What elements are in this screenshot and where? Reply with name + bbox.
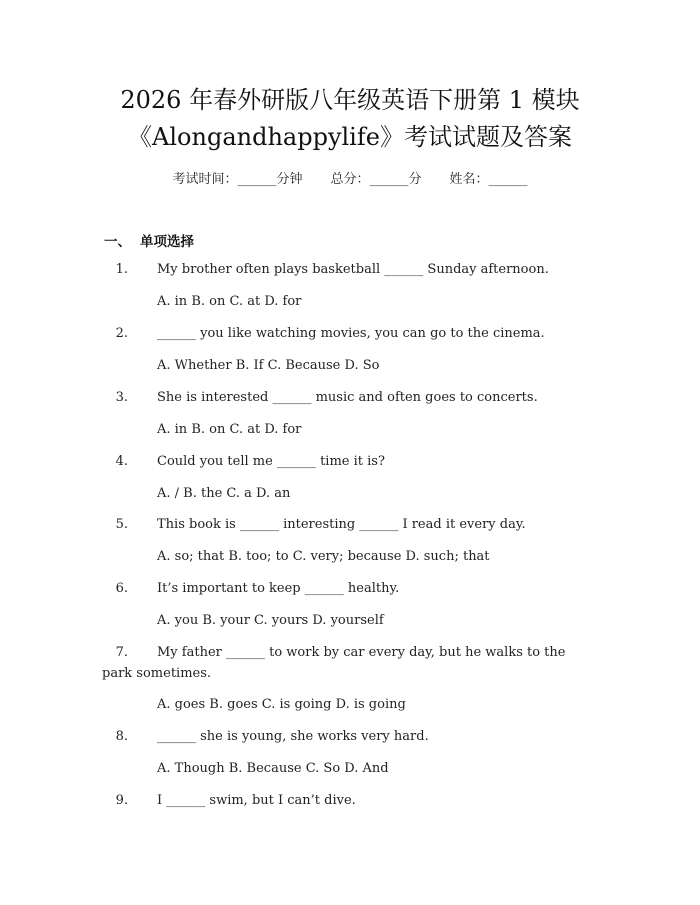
question-number: 5. — [115, 517, 128, 532]
question-2 — [102, 323, 592, 344]
question-8 — [102, 726, 592, 747]
question-text: ______ she is young, she works very hard. — [157, 729, 429, 744]
question-4-options: A. / B. the C. a D. an — [157, 486, 291, 501]
question-1 — [102, 259, 592, 280]
exam-title-line-1: 2026 年春外研版八年级英语下册第 1 模块 — [120, 86, 580, 114]
question-3-options: A. in B. on C. at D. for — [157, 422, 302, 437]
question-2-options: A. Whether B. If C. Because D. So — [157, 358, 380, 373]
section-title: 单项选择 — [140, 234, 194, 250]
question-text: My brother often plays basketball ______ Sunday afternoon. — [157, 262, 549, 277]
question-number: 3. — [115, 390, 128, 405]
question-number: 9. — [115, 793, 128, 808]
question-6-options: A. you B. your C. yours D. yourself — [157, 613, 384, 628]
question-text: ______ you like watching movies, you can go to the cinema. — [157, 326, 545, 341]
section-number: 一、 — [104, 234, 131, 250]
question-number: 4. — [115, 454, 128, 469]
question-4 — [102, 451, 592, 472]
exam-meta — [0, 168, 700, 187]
question-8-options: A. Though B. Because C. So D. And — [157, 761, 389, 776]
question-text: Could you tell me ______ time it is? — [157, 454, 385, 469]
exam-title-line-2: 《Alongandhappylife》考试试题及答案 — [128, 123, 572, 151]
question-9 — [102, 790, 592, 811]
question-number: 2. — [115, 326, 128, 341]
question-text: It’s important to keep ______ healthy. — [157, 581, 400, 596]
question-number: 7. — [115, 645, 128, 660]
question-5 — [102, 514, 592, 535]
question-5-options: A. so; that B. too; to C. very; because D. such; that — [157, 549, 490, 564]
question-text: I ______ swim, but I can’t dive. — [157, 793, 356, 808]
question-text: She is interested ______ music and often goes to concerts. — [157, 390, 538, 405]
exam-score: 总分：______分 — [330, 172, 422, 187]
question-number: 6. — [115, 581, 128, 596]
question-text: My father ______ to work by car every day, but he walks to the park sometimes. — [102, 645, 566, 681]
question-7 — [102, 642, 592, 684]
question-1-options: A. in B. on C. at D. for — [157, 294, 302, 309]
question-number: 8. — [115, 729, 128, 744]
exam-name: 姓名：______ — [449, 172, 528, 187]
question-number: 1. — [115, 262, 128, 277]
exam-time: 考试时间：______分钟 — [172, 172, 303, 187]
question-7-options: A. goes B. goes C. is going D. is going — [157, 697, 406, 712]
section-heading — [104, 230, 194, 250]
question-text: This book is ______ interesting ______ I read it every day. — [157, 517, 526, 532]
question-3 — [102, 387, 592, 408]
question-6 — [102, 578, 592, 599]
